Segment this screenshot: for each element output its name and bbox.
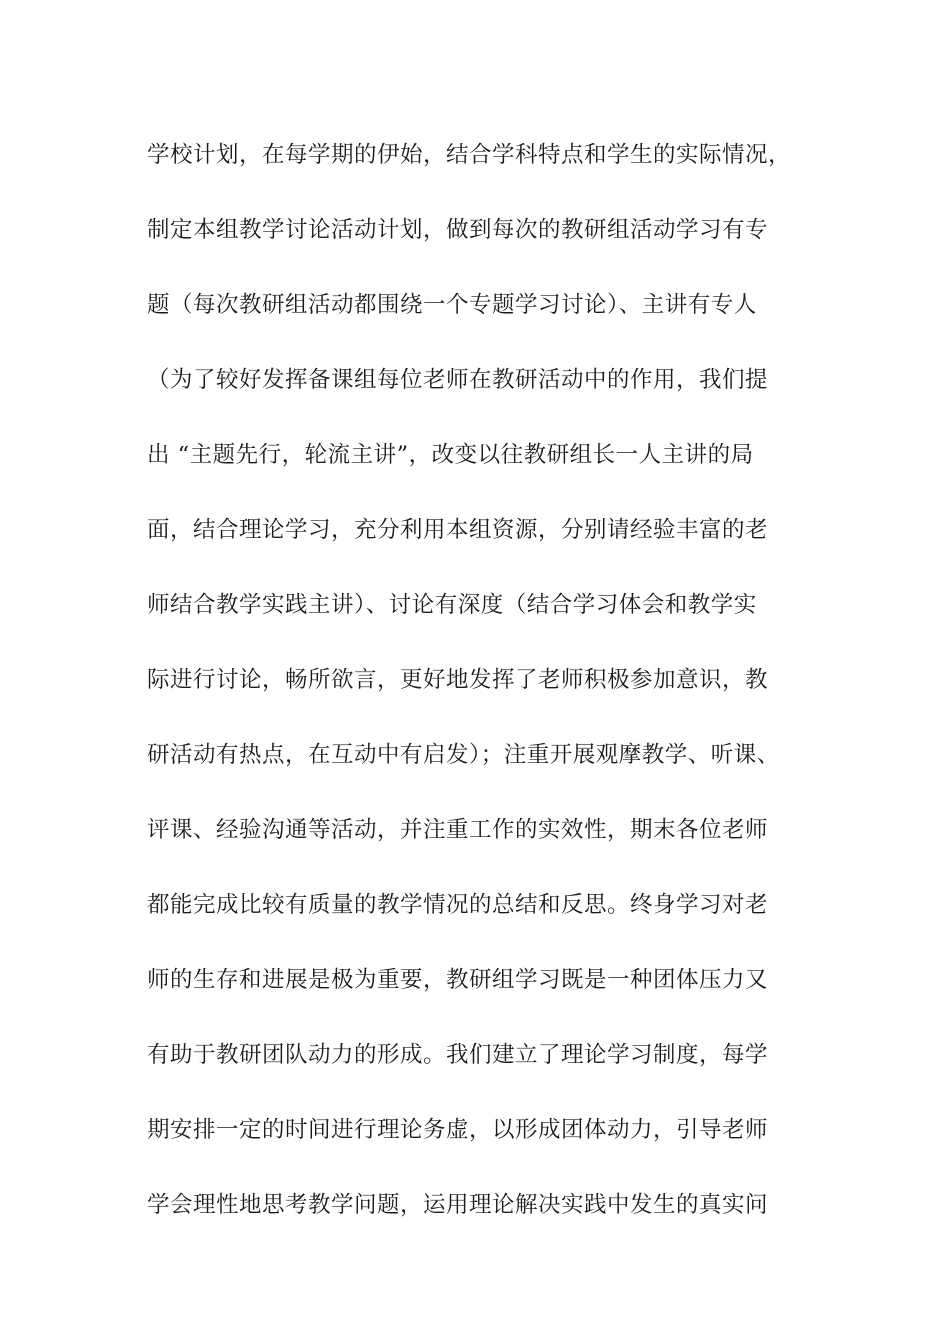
text-line: 研活动有热点，在互动中有启发）；注重开展观摩教学、听课、 [147, 742, 780, 768]
text-line: 评课、经验沟通等活动，并注重工作的实效性，期末各位老师 [147, 817, 769, 843]
text-line: 有助于教研团队动力的形成。我们建立了理论学习制度，每学 [147, 1042, 769, 1068]
text-line: 际进行讨论，畅所欲言，更好地发挥了老师积极参加意识，教 [147, 667, 769, 693]
text-line: 制定本组教学讨论活动计划，做到每次的教研组活动学习有专 [147, 217, 769, 243]
text-line: 面，结合理论学习，充分利用本组资源，分别请经验丰富的老 [147, 517, 769, 543]
text-line: 师结合教学实践主讲）、讨论有深度（结合学习体会和教学实 [147, 592, 757, 618]
text-line: 题（每次教研组活动都围绕一个专题学习讨论）、主讲有专人 [147, 292, 757, 318]
body-text [147, 130, 827, 1255]
text-line: （为了较好发挥备课组每位老师在教研活动中的作用，我们提 [147, 367, 769, 393]
text-line: 期安排一定的时间进行理论务虚，以形成团体动力，引导老师 [147, 1117, 769, 1143]
text-line: 都能完成比较有质量的教学情况的总结和反思。终身学习对老 [147, 892, 769, 918]
text-line: 出 “主题先行，轮流主讲”，改变以往教研组长一人主讲的局 [147, 442, 754, 468]
text-line: 学校计划，在每学期的伊始，结合学科特点和学生的实际情况， [147, 142, 792, 168]
text-line: 学会理性地思考教学问题，运用理论解决实践中发生的真实问 [147, 1192, 769, 1218]
text-line: 师的生存和进展是极为重要，教研组学习既是一种团体压力又 [147, 967, 769, 993]
